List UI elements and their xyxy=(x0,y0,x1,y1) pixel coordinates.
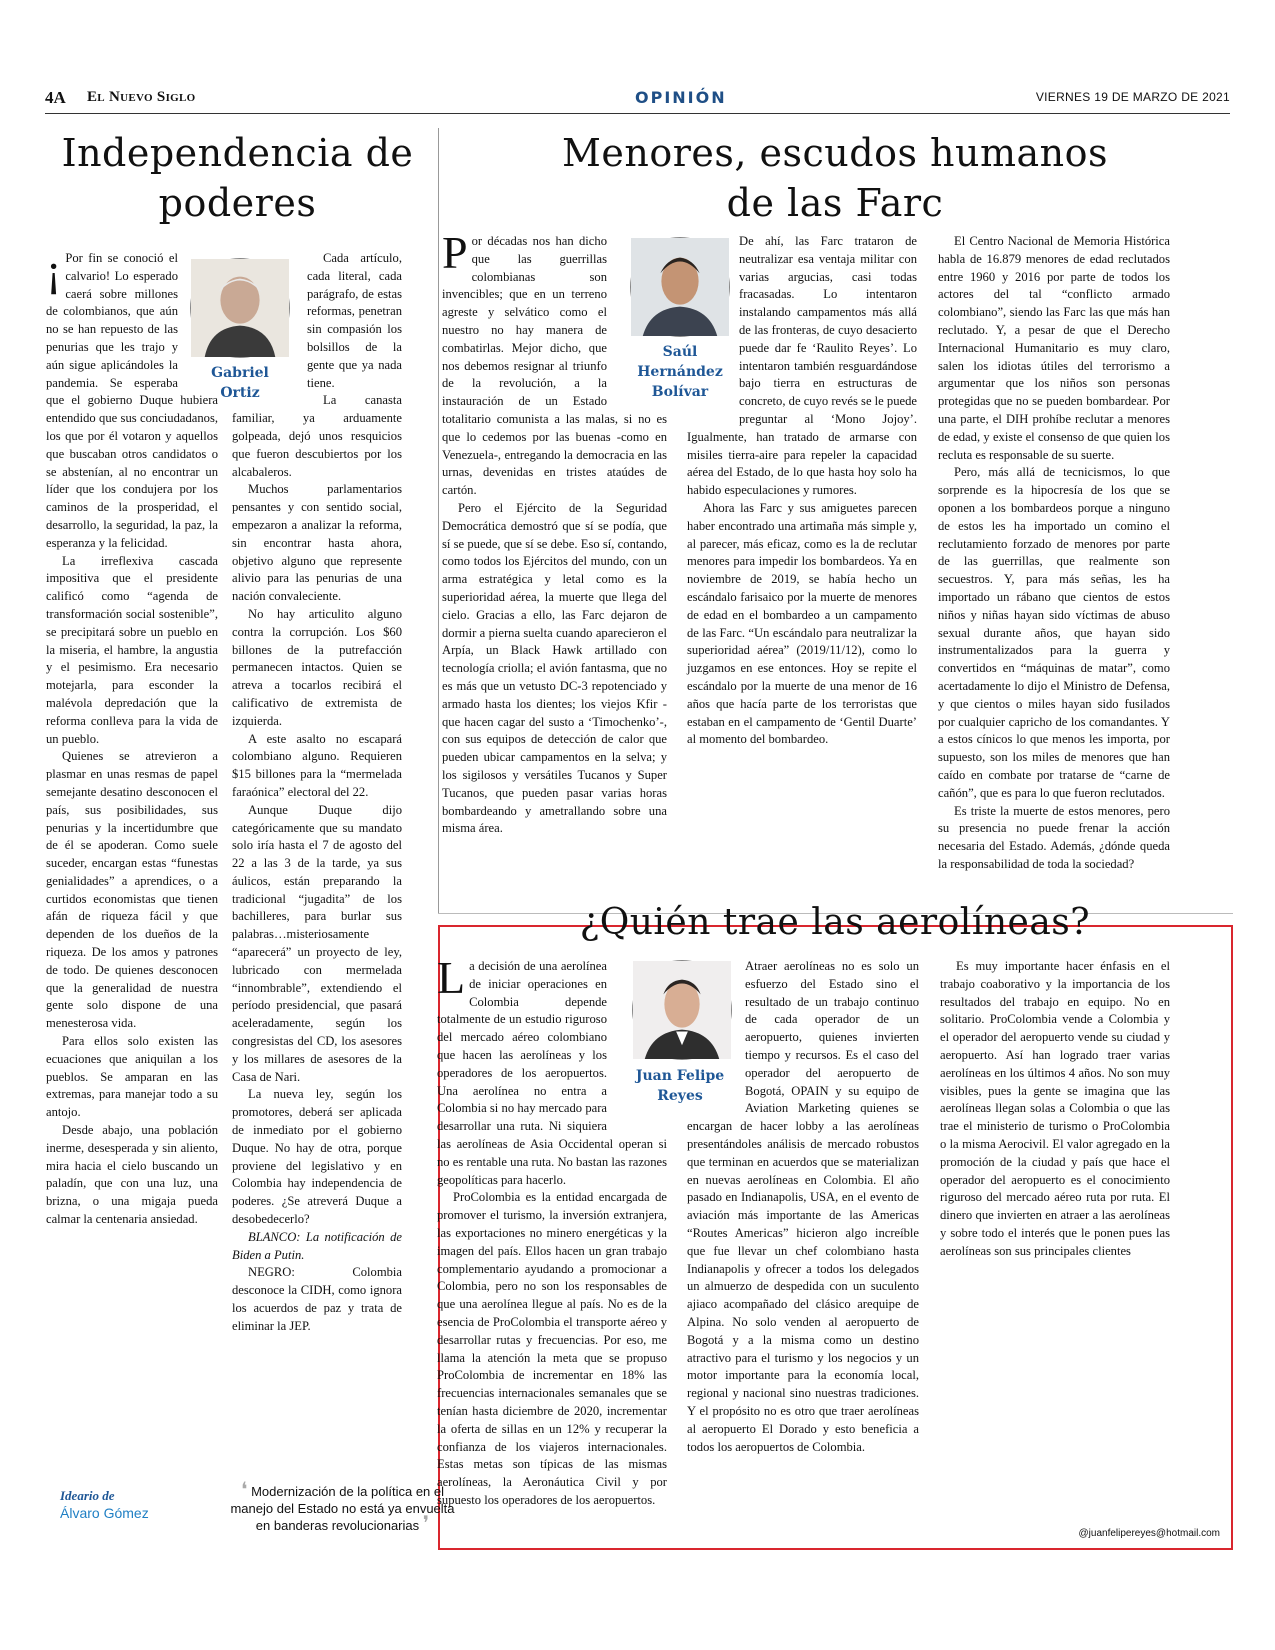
author-name-line: Gabriel xyxy=(211,365,269,381)
dropcap: L xyxy=(437,952,466,1003)
ideario-quote xyxy=(225,1479,460,1535)
article-column xyxy=(687,233,917,853)
section-title: OPINIÓN xyxy=(635,88,727,107)
article-column xyxy=(46,244,218,1395)
article-column xyxy=(232,250,402,1395)
page-number: 4A xyxy=(45,88,66,107)
dropcap: ¡ xyxy=(46,244,62,295)
author-name-line: Ortiz xyxy=(220,385,260,401)
article-paragraph: De ahí, las Farc trataron de neutralizar esa ventaja militar con varias argucias, casi todas fracasadas. Lo intentaron instalando campamentos más allá de las fronteras, de cuyo desacierto puede dar fe ‘Raulito Reyes’. Lo intentaron también resguardándose bajo tierra en estructuras de concreto, de cuyo revés se le puede preguntar al ‘Mono Jojoy’. Igualmente, han tratado de armarse con misiles tierra-aire para repeler la capacidad aérea del Estado, de lo que hasta hoy solo ha habido especulaciones y rumores. xyxy=(687,234,917,498)
close-quote-icon: ❜ xyxy=(422,1513,430,1535)
article-title-aerolineas: ¿Quién trae las aerolíneas? xyxy=(579,902,1091,943)
article-paragraph: Pero el Ejército de la Seguridad Democrática demostró que sí se podía, que sí se puede, que sí se debe. Eso sí, contando, como todos los Ejércitos del mundo, con un arma estratégica y letal como es la superioridad aérea, la muerte que llega del cielo. Gracias a ello, las Farc dejaron de dormir a pierna suelta cuando aparecieron el Arpía, un Black Hawk artillado con tecnología criolla; el avión fantasma, que no es más que un vetusto DC-3 repotenciado y armado hasta los dientes; los viejos Kfir -que hacen cagar del susto a ‘Timochenko’-, con sus equipos de detección de calor que pueden ubicar campamentos en la selva; y los sigilosos y versátiles Tucanos y Super Tucanos, que pueden pasar varias horas bombardeando y ametrallando sobre una misma área. xyxy=(442,500,667,836)
article-paragraph: NEGRO: Colombia desconoce la CIDH, como ignora los acuerdos de paz y trata de eliminar la JEP. xyxy=(232,1265,402,1333)
author-name-line: Juan Felipe xyxy=(635,1068,725,1084)
article-paragraph: No hay articulito alguno contra la corrupción. Los $60 billones de la putrefacción permanecen intactos. Quien se atreva a tocarlos recibirá el calificativo de extremista de izquierda. xyxy=(232,606,402,728)
article-paragraph: Por décadas nos han dicho que las guerrillas colombianas son invencibles; que en un terreno agreste y selvático como el nuestro no hay manera de combatirlas. Mejor dicho, que nos debemos resignar al triunfo de la revolución, a la instauración de un Estado totalitario comunista a las malas, si no es que lo cedemos por las buenas -como en Venezuela-, entregando la democracia en las urnas, devenidas en tristes ataúdes de cartón. xyxy=(442,227,667,498)
article-paragraph: Quienes se atrevieron a plasmar en unas resmas de papel semejante desatino desconocen el país, sus posibilidades, sus penurias y la incertidumbre que de él se apoderan. Como suele suceder, encargan estas “funestas genialidades” a aprendices, o a curtidos economistas que tienen afán de riqueza fácil y que dependen de los dueños de la riqueza. De los amos y patrones de todo. De quienes desconocen que la generalidad de nuestra gente solo dispone de una menesterosa vida. xyxy=(46,749,218,1031)
article-paragraph: Aunque Duque dijo categóricamente que su mandato solo iría hasta el 7 de agosto del 22 a las 3 de la tarde, ya sus áulicos, están preparando la tradicional “jugadita” de los bachilleres, para burlar sus palabras…misteriosamente “aparecerá” un proyecto de ley, lubricado con mermelada “innombrable”, extendiendo el período presidencial, que pasará aceleradamente, según los congresistas del CD, los asesores y los millares de asesores de la Casa de Nari. xyxy=(232,802,402,1084)
ideario-box xyxy=(45,1475,455,1545)
author-name-line: Reyes xyxy=(657,1088,703,1104)
dropcap: P xyxy=(442,227,468,278)
article-paragraph: El Centro Nacional de Memoria Histórica habla de 16.879 menores de edad reclutados entre 1960 y 2016 por parte de todos los actores del tal “conflicto armado colombiano”, siendo las Farc las que más han reclutado. Y, a pesar de que el Derecho Internacional Humanitario es muy claro, salen los idiotas útiles del terrorismo a argumentar que los niños son personas protegidas que no se pueden bombardear. Por una parte, el DIH prohíbe reclutar a menores de edad, y existe el consenso de que quien los recluta es responsable de su suerte. xyxy=(938,234,1170,462)
article-paragraph: Atraer aerolíneas no es solo un esfuerzo del Estado sino el resultado de un trabajo continuo de cada operador de un aeropuerto, quienes invierten tiempo y recursos. Es el caso del operador del aeropuerto de Bogotá, OPAIN y su equipo de Aviation Marketing quienes se encargan de hacer lobby a las aerolíneas presentándoles análisis de mercado robustos que terminan en acuerdos que se materializan en nuevas aerolíneas en Colombia. El año pasado en Indianapolis, USA, en el evento de aviación más importante de las Americas “Routes Americas” hicieron algo increíble que fue llevar un chef colombiano hasta Indianapolis y ofrecer a todos los delegados un almuerzo de despedida con un suculento ajiaco acompañado del clásico arequipe de Alpina. No solo venden al aeropuerto de Bogotá y a la misma como un destino atractivo para el turismo y los negocios y un motor importante para la economía local, regional y nacional sino nuestras tradiciones. Y el propósito no es otro que traer aerolíneas al aeropuerto El Dorado y esto beneficia a todos los aeropuertos de Colombia. xyxy=(687,959,919,1454)
article-column xyxy=(437,952,667,1507)
article-paragraph: La canasta familiar, ya arduamente golpeada, dejó unos resquicios que fueron descubiertos por los alcabaleros. xyxy=(232,393,402,479)
author-name-line: Hernández xyxy=(637,364,723,380)
article-paragraph: Desde abajo, una población inerme, desesperada y sin aliento, mira hacia el cielo buscando un paladín, que con una luz, una brizna, o una migaja pueda calmar la centenaria ansiedad. xyxy=(46,1123,218,1227)
newspaper-name: El Nuevo Siglo xyxy=(87,89,196,105)
masthead xyxy=(45,88,1230,114)
author-name-line: Saúl xyxy=(662,344,698,360)
article-paragraph: Muchos parlamentarios pensantes y con sentido social, empezaron a analizar la reforma, sin encontrar hasta ahora, objetivo alguno que represente alivio para las penurias de una nación convaleciente. xyxy=(232,482,402,604)
article-paragraph: Ahora las Farc y sus amiguetes parecen haber encontrado una artimaña más simple y, al parecer, más eficaz, como es la de reclutar menores para impedir los bombardeos. Ya en noviembre de 2019, se había hecho un escándalo farisaico por la muerte de menores de edad en el bombardeo a un campamento de las Farc. “Un escándalo para neutralizar la superioridad aérea” (2019/11/12), como lo juzgamos en ese entonces. Hoy se repite el escándalo por la muerte de una menor de 16 años que hacía parte de los terroristas que estaban en el campamento de ‘Gentil Duarte’ al momento del bombardeo. xyxy=(687,500,917,747)
article-column xyxy=(442,227,667,853)
article-paragraph: Cada artículo, cada literal, cada parágrafo, de estas reformas, penetran sin compasión los bolsillos de la gente que ya nada tiene. xyxy=(307,251,402,390)
column-divider xyxy=(438,128,439,913)
article-paragraph: BLANCO: La notificación de Biden a Putin. xyxy=(232,1229,402,1262)
article-paragraph: La decisión de una aerolínea de iniciar operaciones en Colombia depende totalmente de un estudio riguroso del mercado aéreo colombiano que hacen las aerolíneas y los operadores de los aeropuertos. Una aerolínea no entra a Colombia si no hay mercado para desarrollar una ruta. Ni siquiera las aerolíneas de Asia Occidental operan si no es rentable una ruta. No bastan las razones geopolíticas para hacerlo. xyxy=(437,952,667,1187)
article-column xyxy=(687,958,919,1468)
article-column xyxy=(940,958,1170,1468)
article-paragraph: Es triste la muerte de estos menores, pero su presencia no puede frenar la acción necesaria del Estado. Además, ¿dónde queda la responsabilidad de toda la sociedad? xyxy=(938,803,1170,871)
article-paragraph: Pero, más allá de tecnicismos, lo que sorprende es la hipocresía de los que se oponen a los bombardeos porque a ninguno de estos les ha importado un comino el reclutamiento forzado de menores por parte de las guerrillas, que realmente son secuestros. Y, para más señas, les ha importado un rábano que cientos de estos niños y niñas hayan sido víctimas de abuso sexual durante años, que hayan sido instrumentalizados para la guerra y convertidos en “máquinas de matar”, como acertadamente lo dijo el Ministro de Defensa, y que cientos o miles hayan sido fusilados por cualquier capricho de los comandantes. Y a estos cínicos lo que menos les importa, por supuesto, son los miles de menores que han caído en combate por tratarse de “carne de cañón”, que es para lo que fueron reclutados. xyxy=(938,465,1170,800)
ideario-label xyxy=(60,1487,149,1521)
article-title-independencia: Independencia de poderes xyxy=(61,131,414,225)
author-name-line: Bolívar xyxy=(651,384,709,400)
article-paragraph: ¡ Por fin se conoció el calvario! Lo esperado caerá sobre millones de colombianos, que aún no se han repuesto de las penurias que les trajo y aún sigue aplicándoles la pandemia. Se esperaba que el gobierno Duque hubiera entendido que sus conciudadanos, los que por él votaron y aquellos que buscaban otros candidatos o se abstenían, al no encontrar un líder que los condujera por los caminos de la prosperidad, el desarrollo, la seguridad, la paz, la esperanza y la felicidad. xyxy=(46,244,218,550)
article-paragraph: Es muy importante hacer énfasis en el trabajo coaborativo y la importancia de los resultados del trabajo en equipo. No en solitario. ProColombia vende a Colombia y el operador del aeropuerto vende su ciudad y aeropuerto. Así han logrado traer varias aerolíneas en los últimos 4 años. No son muy visibles, pues la gente se imagina que las aerolíneas llegan solas a Colombia o que las trae el ministerio de turismo o ProColombia o la misma Aerocivil. El valor agregado en la promoción de la ciudad y país que hace el operador del aeropuerto es el conocimiento riguroso del mercado aéreo ruta por ruta. El dinero que invierten en atraer a las aerolíneas y sobre todo el interés que le ponen pues las aerolíneas son sus principales clientes xyxy=(940,959,1170,1258)
issue-date: VIERNES 19 DE MARZO DE 2021 xyxy=(1035,90,1230,104)
article-title-menores: Menores, escudos humanos de las Farc xyxy=(561,131,1109,225)
open-quote-icon: ❛ xyxy=(240,1479,248,1501)
article-paragraph: A este asalto no escapará colombiano alguno. Requieren $15 billones para la “mermelada faraónica” electoral del 22. xyxy=(232,731,402,799)
author-email: @juanfelipereyes@hotmail.com xyxy=(1078,1528,1220,1539)
article-column xyxy=(938,233,1170,871)
article-paragraph: La nueva ley, según los promotores, deberá ser aplicada de inmediato por el gobierno Duque. No hay de otra, porque proviene del legislativo y en Colombia hay independencia de poderes. ¿Se atreverá Duque a desobedecerlo? xyxy=(232,1087,402,1227)
article-paragraph: La irreflexiva cascada impositiva que el presidente calificó como “agenda de transformación social sostenible”, se precipitará sobre un pueblo en la miseria, el hambre, la angustia y el pesimismo. Era necesario motejarla, para esconder la malévola depredación que la reforma conlleva para la vida de un pueblo. xyxy=(46,553,218,746)
ideario-quote-text: Modernización de la política en el manejo del Estado no está ya envuelta en banderas revolucionarias xyxy=(230,1484,455,1533)
article-paragraph: Para ellos solo existen las ecuaciones que aniquilan a los pueblos. Se amparan en las extremas, para manejar todo a su antojo. xyxy=(46,1034,218,1120)
ideario-label-author: Álvaro Gómez xyxy=(60,1505,149,1521)
ideario-label-line: Ideario de xyxy=(60,1488,115,1503)
article-paragraph: ProColombia es la entidad encargada de promover el turismo, la inversión extranjera, las exportaciones no minero energéticas y la imagen del país. Ellos hacen un gran trabajo complementario ayudando a promocionar a Colombia, pero no son los responsables de que una aerolínea llegue al país. No es de la esencia de ProColombia el transporte aéreo y desarrollar rutas y frecuencias. Por eso, me llama la atención la meta que se propuso ProColombia de incrementar en 18% las frecuencias internacionales semanales que se tenían hasta diciembre de 2020, incrementar la oferta de sillas en un 12% y recuperar la confianza de los viajeros internacionales. Estas metas son típicas de las mismas aerolíneas, la Aeronáutica Civil y por supuesto los operadores de los aeropuertos. xyxy=(437,1190,667,1507)
